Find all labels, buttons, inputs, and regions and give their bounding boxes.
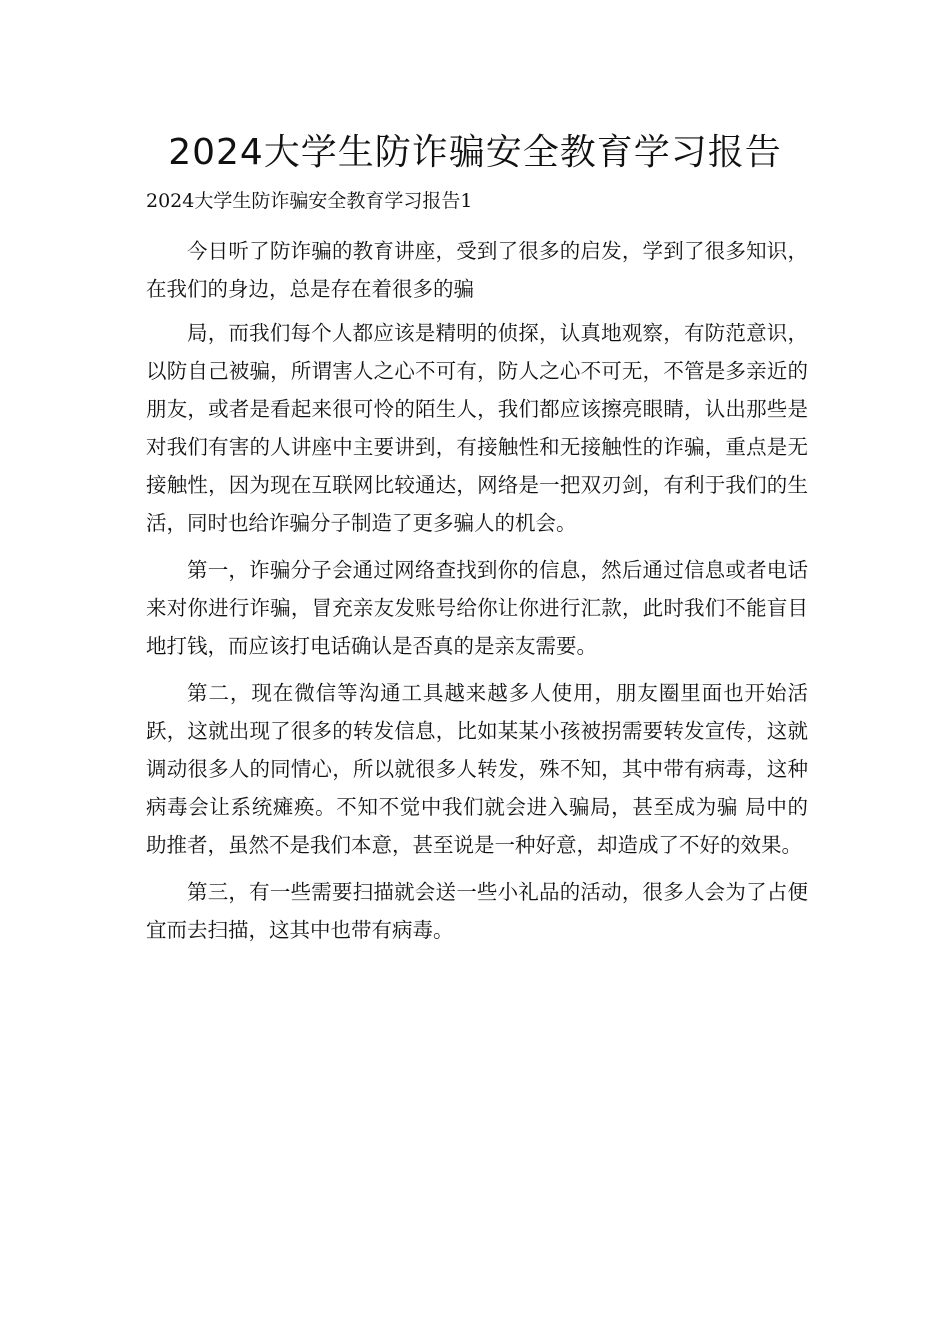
paragraph: 今日听了防诈骗的教育讲座，受到了很多的启发，学到了很多知识，在我们的身边，总是存在着很多的骗 bbox=[146, 239, 808, 301]
paragraph: 第一，诈骗分子会通过网络查找到你的信息，然后通过信息或者电话来对你进行诈骗，冒充亲友发账号给你让你进行汇款，此时我们不能盲目地打钱，而应该打电话确认是否真的是亲友需要。 bbox=[146, 558, 808, 658]
paragraph: 第三，有一些需要扫描就会送一些小礼品的活动，很多人会为了占便宜而去扫描，这其中也带有病毒。 bbox=[146, 880, 808, 942]
document-title: 2024大学生防诈骗安全教育学习报告 bbox=[168, 132, 782, 173]
paragraph: 局，而我们每个人都应该是精明的侦探，认真地观察，有防范意识，以防自己被骗，所谓害人之心不可有，防人之心不可无，不管是多亲近的朋友，或者是看起来很可怜的陌生人，我们都应该擦亮眼睛，认出那些是对我们有害的人讲座中主要讲到，有接触性和无接触性的诈骗，重点是无接触性，因为现在互联网比较通达，网络是一把双刃剑，有利于我们的生活，同时也给诈骗分子制造了更多骗人的机会。 bbox=[146, 321, 808, 535]
document-body bbox=[146, 232, 808, 958]
document-subtitle: 2024大学生防诈骗安全教育学习报告1 bbox=[146, 190, 473, 212]
paragraph: 第二，现在微信等沟通工具越来越多人使用，朋友圈里面也开始活跃，这就出现了很多的转发信息，比如某某小孩被拐需要转发宣传，这就调动很多人的同情心，所以就很多人转发，殊不知，其中带有病毒，这种病毒会让系统瘫痪。不知不觉中我们就会进入骗局，甚至成为骗 局中的助推者，虽然不是我们本意，甚至说是一种好意，却造成了不好的效果。 bbox=[146, 681, 808, 857]
